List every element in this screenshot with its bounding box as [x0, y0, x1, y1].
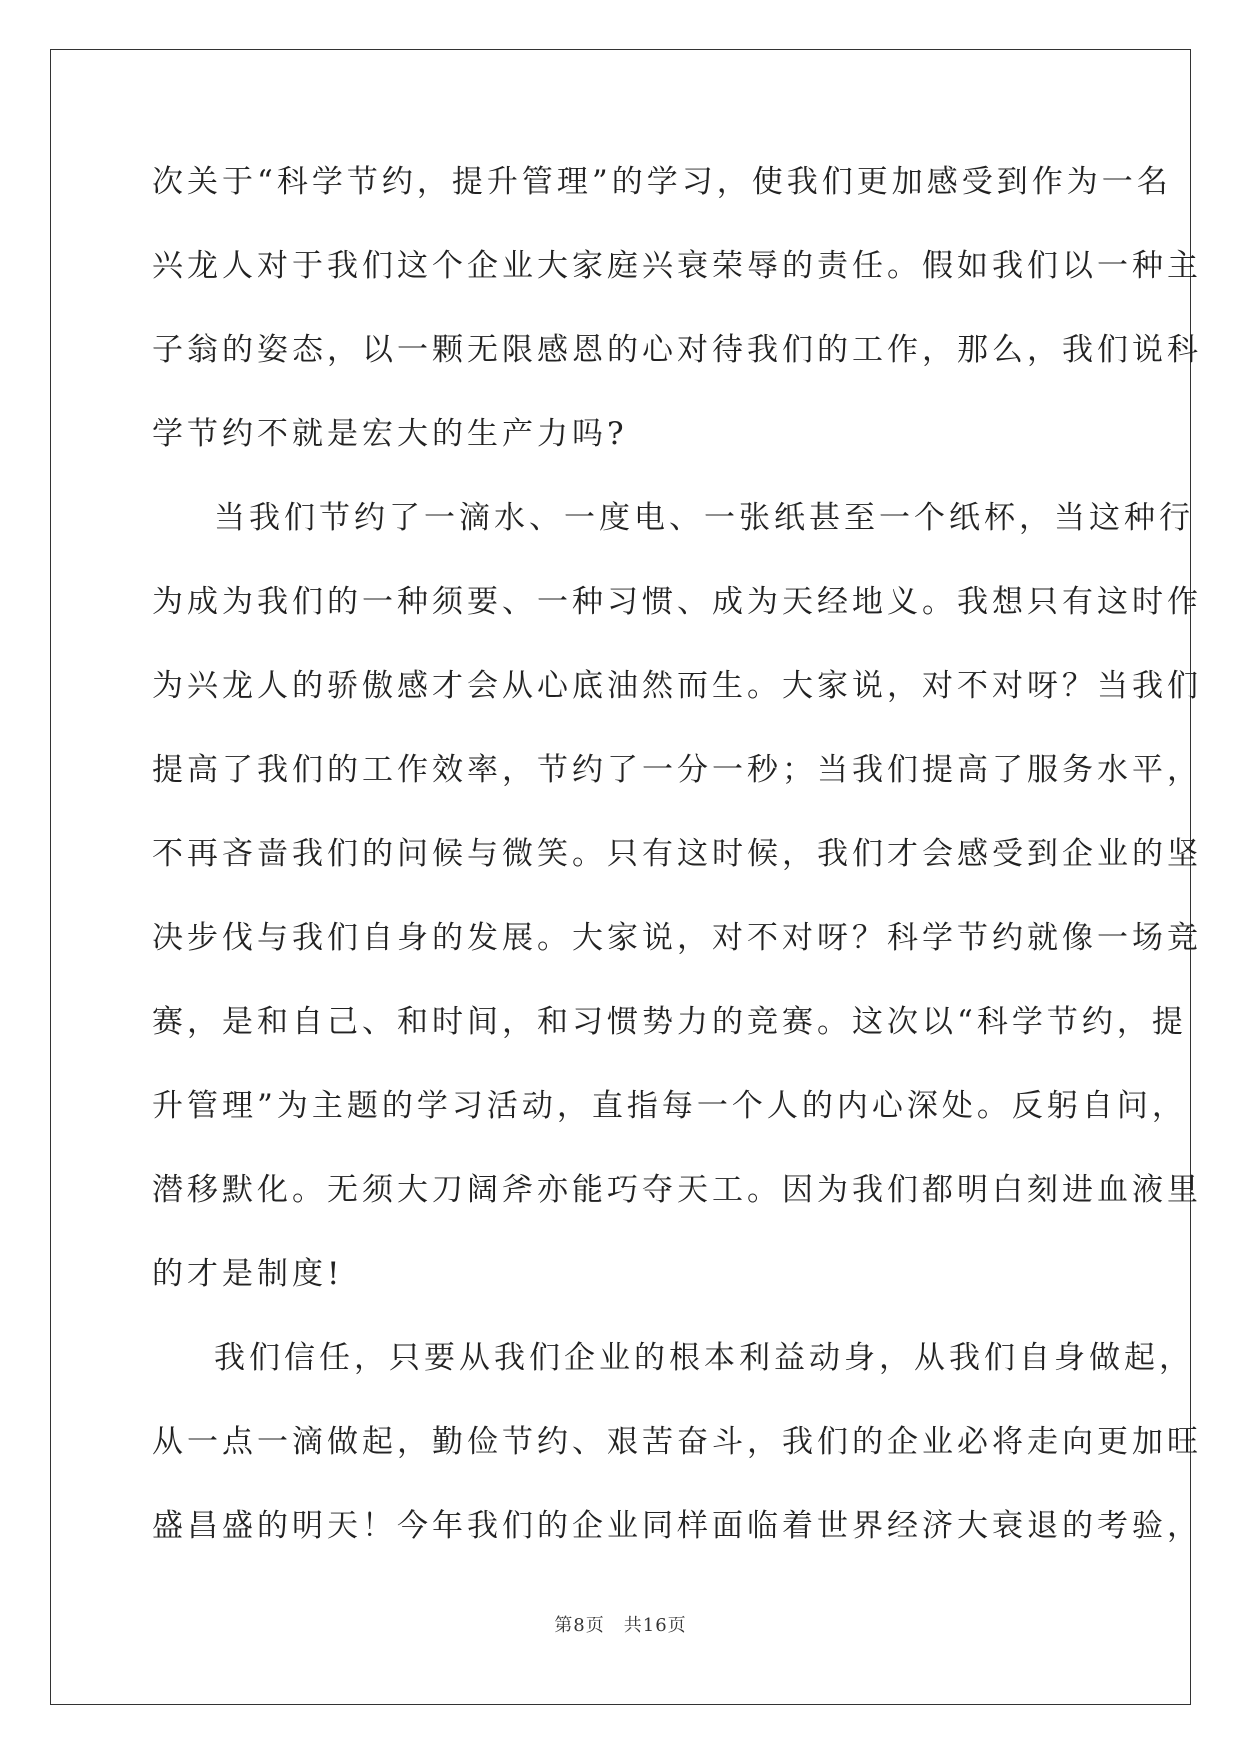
- page-number-footer: 第8页 共16页: [554, 1615, 687, 1636]
- paragraph-first-line: 我们信任，只要从我们企业的根本利益动身，从我们自身做起，: [214, 1340, 1194, 1376]
- body-line: 为兴龙人的骄傲感才会从心底油然而生。大家说，对不对呀？当我们: [152, 668, 1202, 704]
- body-line: 为成为我们的一种须要、一种习惯、成为天经地义。我想只有这时作: [152, 584, 1202, 620]
- body-line: 的才是制度!: [152, 1256, 344, 1292]
- body-line: 盛昌盛的明天！今年我们的企业同样面临着世界经济大衰退的考验，: [152, 1508, 1202, 1544]
- body-line: 次关于“科学节约，提升管理”的学习，使我们更加感受到作为一名: [152, 164, 1172, 200]
- body-line: 决步伐与我们自身的发展。大家说，对不对呀？科学节约就像一场竞: [152, 920, 1202, 956]
- body-line: 提高了我们的工作效率，节约了一分一秒；当我们提高了服务水平，: [152, 752, 1202, 788]
- body-line: 不再吝啬我们的问候与微笑。只有这时候，我们才会感受到企业的坚: [152, 836, 1202, 872]
- body-line: 升管理”为主题的学习活动，直指每一个人的内心深处。反躬自问，: [152, 1088, 1187, 1124]
- document-body: [152, 155, 1202, 1583]
- body-line: 兴龙人对于我们这个企业大家庭兴衰荣辱的责任。假如我们以一种主: [152, 248, 1202, 284]
- body-line: 潜移默化。无须大刀阔斧亦能巧夺天工。因为我们都明白刻进血液里: [152, 1172, 1202, 1208]
- body-line: 学节约不就是宏大的生产力吗?: [152, 416, 628, 452]
- paragraph-first-line: 当我们节约了一滴水、一度电、一张纸甚至一个纸杯，当这种行: [214, 500, 1194, 536]
- body-line: 赛，是和自己、和时间，和习惯势力的竞赛。这次以“科学节约，提: [152, 1004, 1187, 1040]
- body-line: 子翁的姿态，以一颗无限感恩的心对待我们的工作，那么，我们说科: [152, 332, 1202, 368]
- body-line: 从一点一滴做起，勤俭节约、艰苦奋斗，我们的企业必将走向更加旺: [152, 1424, 1202, 1460]
